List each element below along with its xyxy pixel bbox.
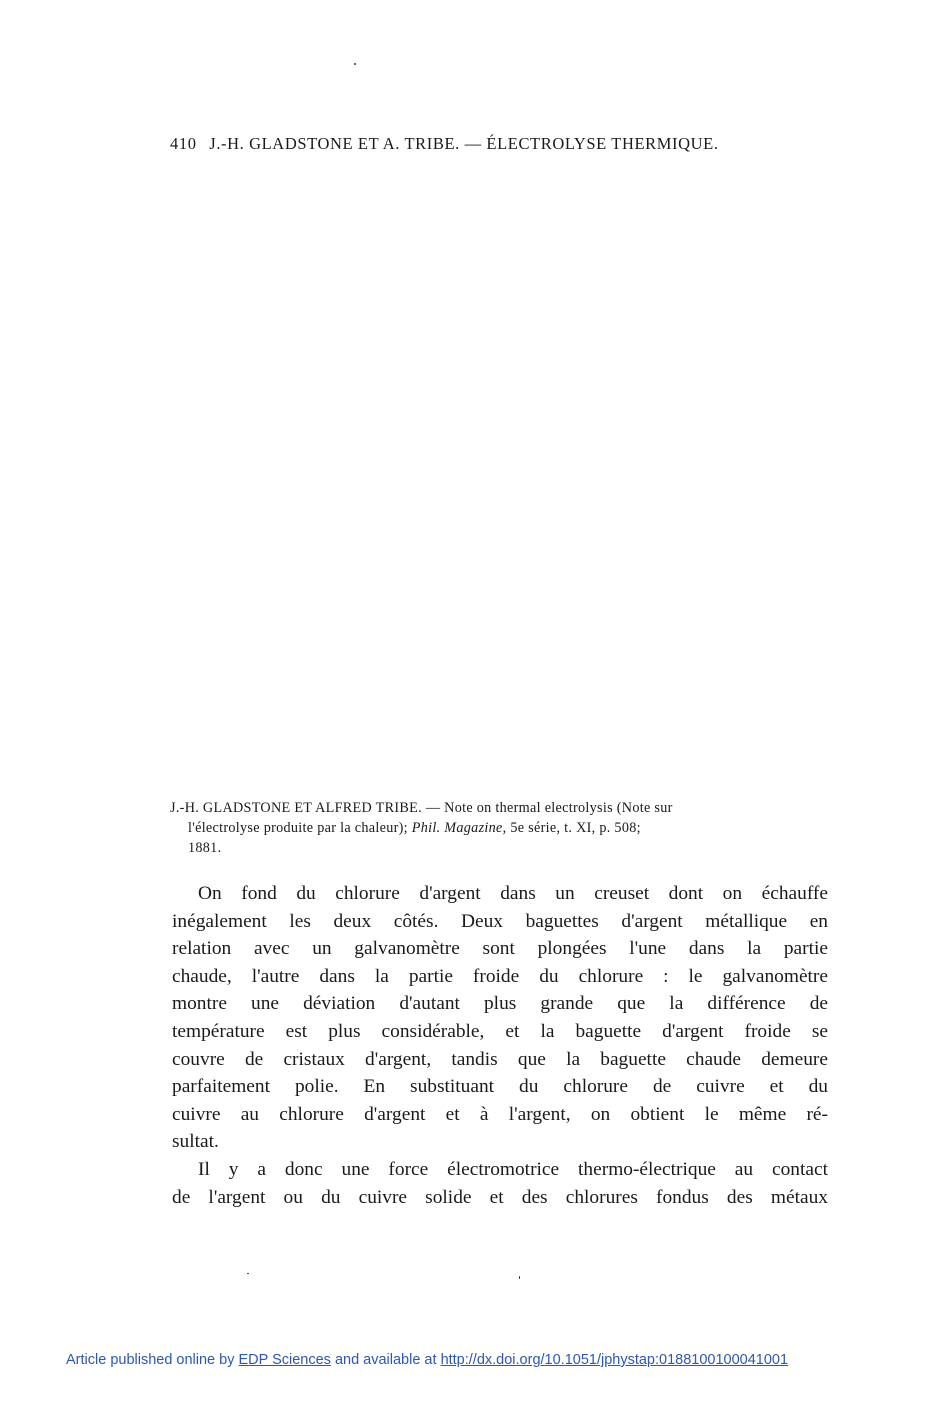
running-head-title: J.-H. GLADSTONE ET A. TRIBE. — ÉLECTROLYSE THERMIQUE. — [209, 134, 719, 153]
body-line: de l'argent ou du cuivre solide et des chlorures fondus des métaux — [172, 1186, 828, 1208]
scan-speck — [519, 1276, 520, 1279]
body-line: sultat. — [172, 1131, 219, 1153]
publisher-footer — [66, 1352, 788, 1368]
reference-line-2-pre: l'électrolyse produite par la chaleur); — [188, 820, 412, 836]
body-line: On fond du chlorure d'argent dans un creuset dont on échauffe — [198, 883, 828, 904]
body-line: parfaitement polie. En substituant du chlorure de cuivre et du — [172, 1076, 828, 1098]
footer-middle: and available at — [330, 1352, 441, 1368]
scan-speck — [247, 1273, 249, 1274]
body-line: cuivre au chlorure d'argent et à l'argent, on obtient le même ré- — [172, 1103, 828, 1125]
page-number: 410 — [170, 134, 197, 153]
reference-line-2-post: 5e série, t. XI, p. 508; — [506, 820, 641, 836]
doi-link[interactable]: http://dx.doi.org/10.1051/jphystap:0188100100041001 — [440, 1352, 789, 1368]
body-line: couvre de cristaux d'argent, tandis que la baguette chaude demeure — [172, 1048, 828, 1070]
body-line: température est plus considérable, et la baguette d'argent froide se — [172, 1020, 828, 1042]
body-line: Il y a donc une force électromotrice thermo-électrique au contact — [198, 1158, 828, 1180]
reference-line-2 — [170, 818, 830, 838]
scan-speck — [354, 63, 356, 65]
journal-name: Phil. Magazine, — [411, 820, 507, 836]
footer-prefix: Article published online by — [66, 1352, 239, 1368]
body-line: inégalement les deux côtés. Deux baguettes d'argent métallique en — [172, 910, 828, 932]
edp-sciences-link[interactable]: EDP Sciences — [238, 1352, 331, 1368]
article-body — [172, 880, 828, 1211]
body-line: montre une déviation d'autant plus grande que la différence de — [172, 993, 828, 1015]
body-line: chaude, l'autre dans la partie froide du chlorure : le galvanomètre — [172, 965, 828, 987]
body-line: relation avec un galvanomètre sont plongées l'une dans la partie — [172, 938, 828, 960]
reference-line-3: 1881. — [188, 840, 222, 856]
bibliographic-reference — [170, 798, 830, 858]
running-head — [170, 134, 810, 154]
reference-line-1: J.-H. GLADSTONE ET ALFRED TRIBE. — Note on thermal electrolysis (Note sur — [170, 800, 673, 816]
